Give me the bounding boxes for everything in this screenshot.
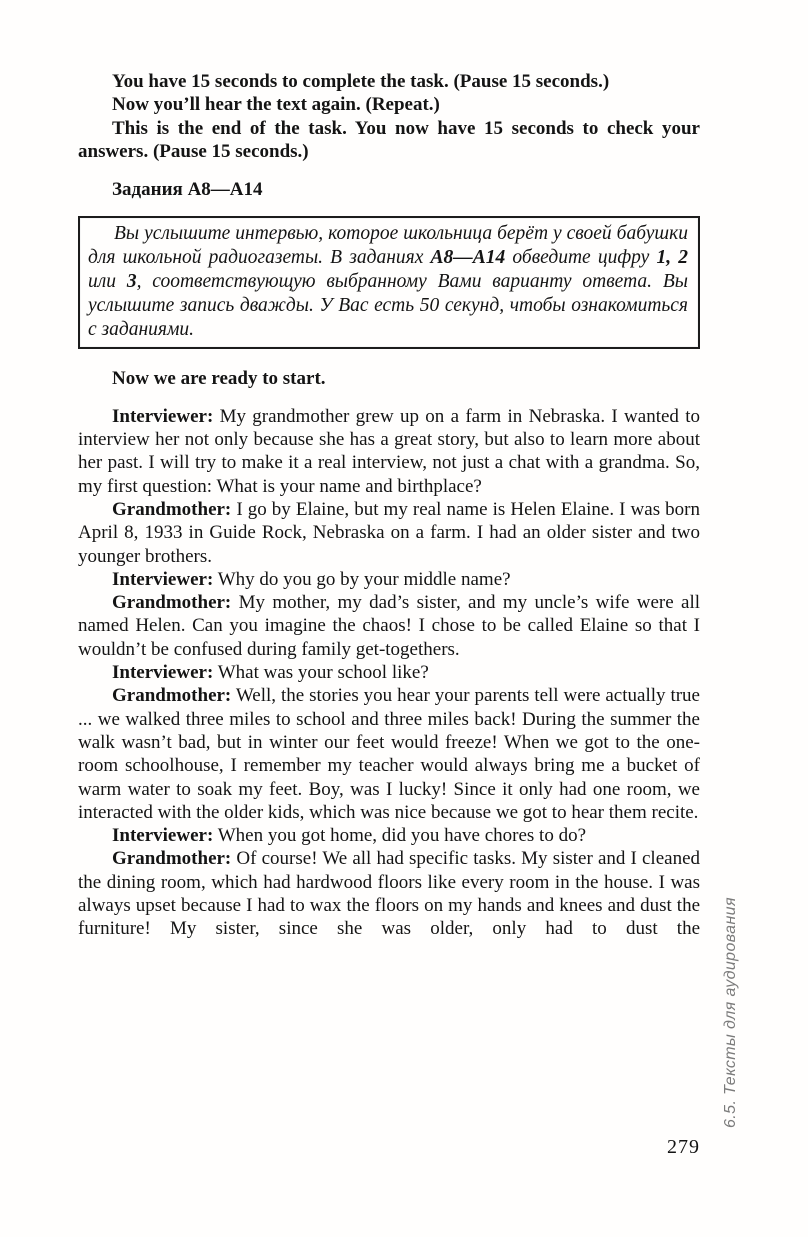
speaker-text: Well, the stories you hear your parents tell were actually true ... we walked three miles to school and three miles back! During the summer the walk wasn’t bad, but in winter our feet would freeze! When we got to the one-room schoolhouse, I remember my teacher would always bring me a bucket of warm water to soak my feet. Boy, was I lucky! Since it only had one room, we interacted with the older kids, which was nice because we got to hear them recite.: [78, 685, 700, 823]
task-text-segment: Вы услышите интервью, которое школьница берёт у своей бабушки для школьной радиогазеты. В заданиях: [88, 223, 688, 269]
task-text-segment-bold: А8—А14: [430, 247, 506, 269]
task-description-box: [78, 216, 700, 349]
dialogue-paragraph: [78, 591, 700, 661]
dialogue-transcript: [78, 405, 700, 941]
speaker-text: When you got home, did you have chores to do?: [217, 825, 587, 847]
speaker-name: Grandmother:: [112, 498, 232, 520]
ready-line: Now we are ready to start.: [112, 368, 326, 390]
task-text-segment: , соответствующую выбранному Вами варианту ответа. Вы услышите запись дважды. У Вас есть 50 секунд, чтобы ознакомиться с заданиями.: [88, 271, 688, 341]
instruction-paragraph: Now you’ll hear the text again. (Repeat.): [112, 94, 440, 116]
task-text-segment: обведите цифру: [505, 247, 657, 269]
speaker-text: Of course! We all had specific tasks. My sister and I cleaned the dining room, which had hardwood floors like every room in the house. I was always upset because I had to wax the floors on my hands and knees and dust the furniture! My sister, since she was older, only had to dust the: [78, 848, 700, 940]
speaker-text: I go by Elaine, but my real name is Helen Elaine. I was born April 8, 1933 in Guide Rock, Nebraska on a farm. I had an older sister and two younger brothers.: [78, 498, 701, 567]
chapter-sidebar-label: 6.5. Тексты для аудирования: [722, 897, 739, 1128]
task-description-text: [88, 222, 688, 342]
speaker-text: My grandmother grew up on a farm in Nebraska. I wanted to interview her not only because she has a great story, but also to learn more about her past. I will try to make it a real interview, not just a chat with a grandma. So, my first question: What is your name and birthplace?: [78, 405, 700, 497]
speaker-name: Grandmother:: [112, 848, 232, 870]
dialogue-paragraph: [78, 405, 700, 498]
dialogue-paragraph: [78, 661, 700, 684]
speaker-text: Why do you go by your middle name?: [217, 568, 511, 590]
text-column: [78, 70, 700, 941]
speaker-text: My mother, my dad’s sister, and my uncle’s wife were all named Helen. Can you imagine the chaos! I chose to be called Elaine so that I wouldn’t be confused during family get-togethers.: [78, 592, 700, 660]
dialogue-paragraph: [78, 568, 700, 591]
dialogue-paragraph: [78, 847, 700, 940]
task-text-segment-bold: 3: [126, 271, 137, 293]
speaker-text: What was your school like?: [217, 662, 429, 684]
speaker-name: Grandmother:: [112, 592, 232, 614]
dialogue-paragraph: [78, 684, 700, 824]
speaker-name: Interviewer:: [112, 568, 214, 590]
instruction-paragraph: This is the end of the task. You now have 15 seconds to check your answers. (Pause 15 seconds.): [78, 117, 700, 162]
speaker-name: Interviewer:: [112, 825, 214, 847]
section-heading: Задания А8—А14: [112, 179, 263, 201]
speaker-name: Interviewer:: [112, 405, 214, 427]
task-text-segment-bold: 1, 2: [656, 247, 689, 269]
dialogue-paragraph: [78, 824, 700, 847]
speaker-name: Interviewer:: [112, 662, 214, 684]
instruction-paragraph: You have 15 seconds to complete the task. (Pause 15 seconds.): [112, 71, 610, 92]
dialogue-paragraph: [78, 498, 700, 568]
page-number: 279: [667, 1136, 700, 1158]
task-text-segment: или: [88, 271, 127, 293]
speaker-name: Grandmother:: [112, 685, 232, 707]
